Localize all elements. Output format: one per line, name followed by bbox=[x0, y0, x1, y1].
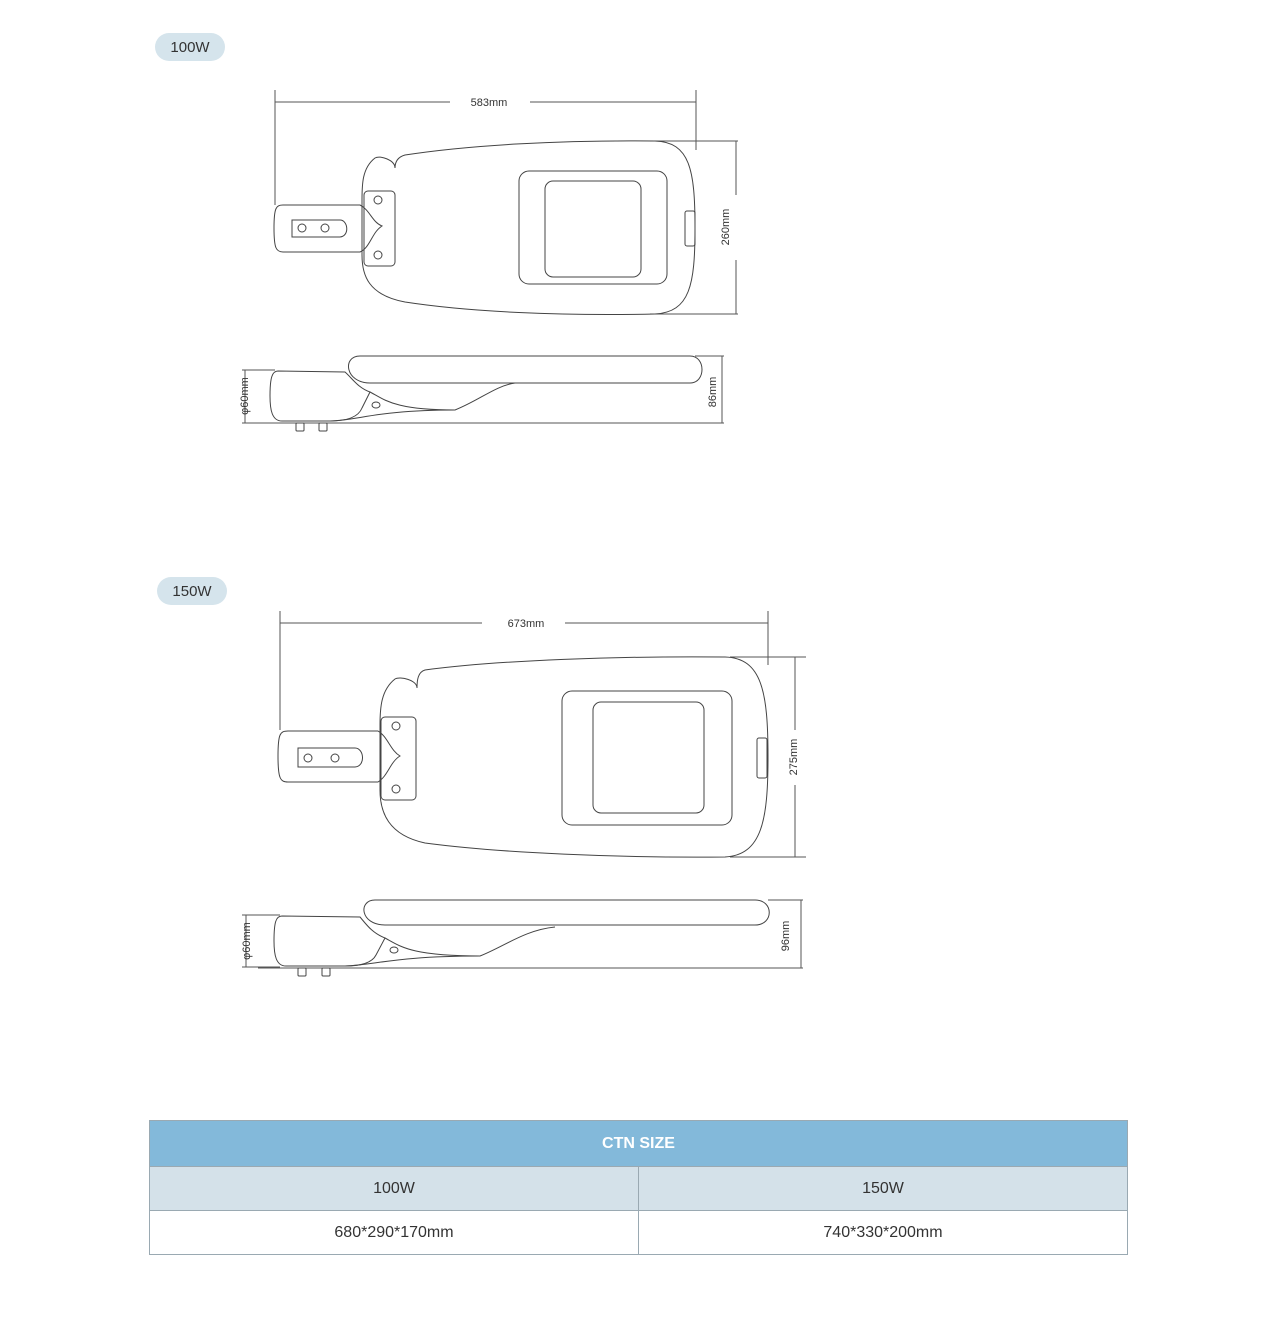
ctn-table-title: CTN SIZE bbox=[150, 1121, 1128, 1167]
side-view-100w bbox=[239, 356, 724, 431]
dim-diameter-150w: φ60mm bbox=[241, 922, 253, 960]
dim-length-100w: 583mm bbox=[470, 97, 508, 109]
top-view-100w bbox=[274, 90, 738, 315]
badge-100w: 100W bbox=[155, 33, 225, 61]
top-view-150w bbox=[278, 611, 806, 857]
dim-width-150w: 275mm bbox=[788, 738, 800, 776]
ctn-column-150w: 150W bbox=[639, 1167, 1128, 1211]
side-view-150w bbox=[241, 900, 803, 976]
dim-length-150w: 673mm bbox=[507, 618, 545, 630]
badge-150w: 150W bbox=[157, 577, 227, 605]
dim-height-150w: 96mm bbox=[780, 920, 792, 952]
ctn-value-150w: 740*330*200mm bbox=[639, 1211, 1128, 1255]
dim-width-100w: 260mm bbox=[720, 208, 732, 246]
ctn-column-100w: 100W bbox=[150, 1167, 639, 1211]
dim-diameter-100w: φ60mm bbox=[239, 377, 251, 415]
dim-height-100w: 86mm bbox=[707, 376, 719, 408]
ctn-size-table bbox=[149, 1120, 1128, 1255]
ctn-value-100w: 680*290*170mm bbox=[150, 1211, 639, 1255]
